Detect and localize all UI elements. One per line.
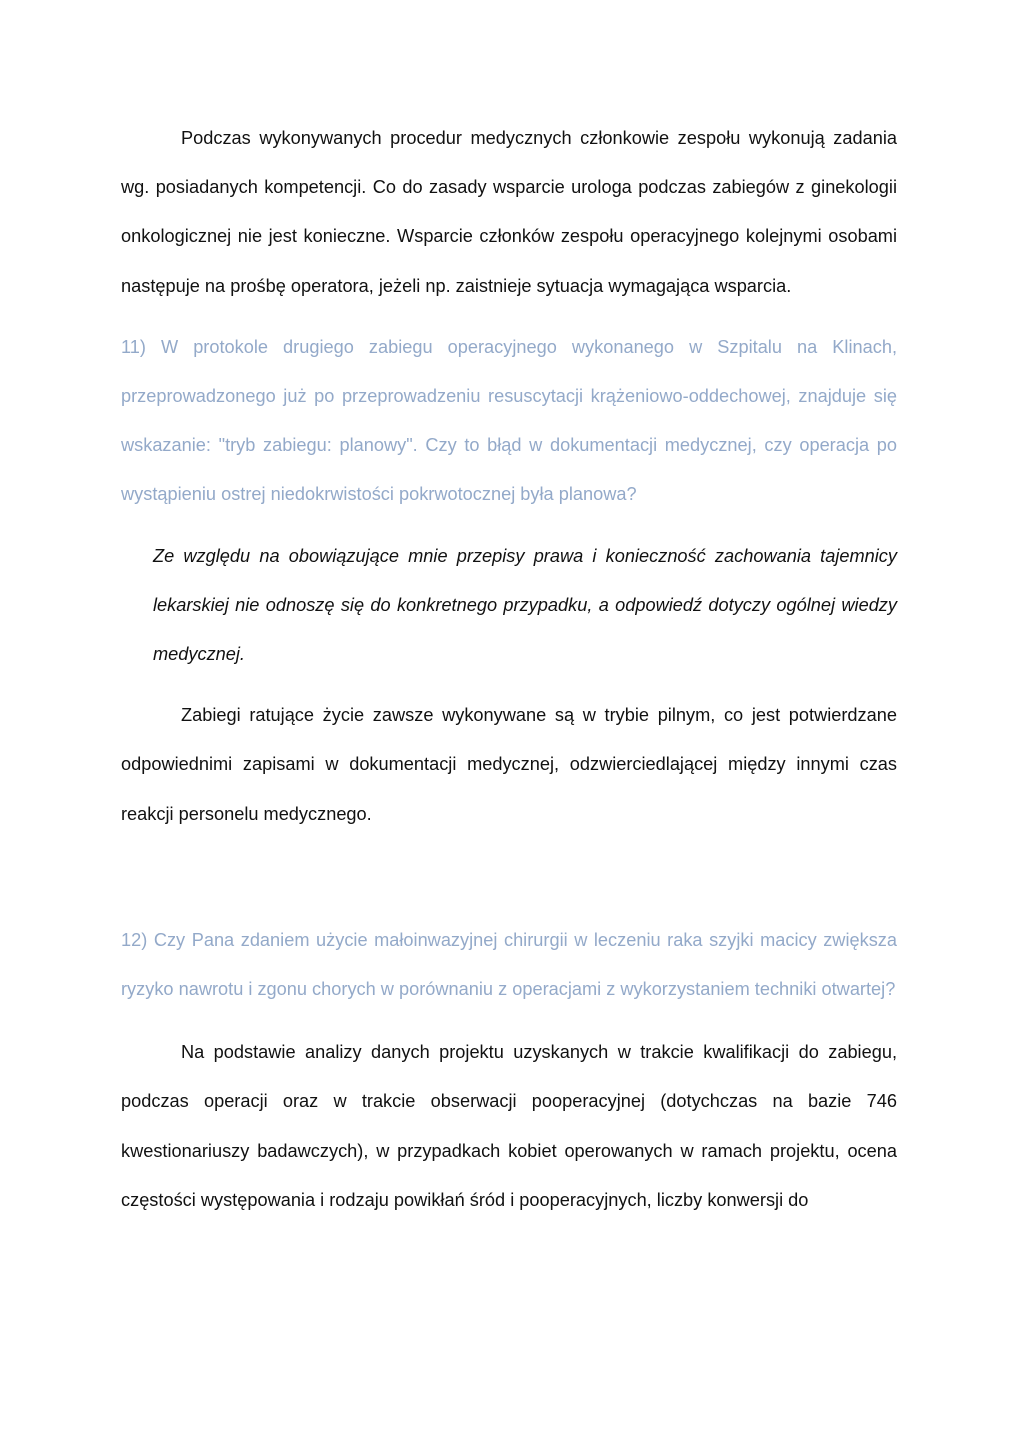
disclaimer-paragraph: Ze względu na obowiązujące mnie przepisy prawa i konieczność zachowania tajemnicy lekarskiej nie odnoszę się do konkretnego przypadku, a odpowiedź dotyczy ogólnej wiedzy medycznej. — [153, 545, 897, 665]
answer-12: Na podstawie analizy danych projektu uzyskanych w trakcie kwalifikacji do zabiegu, podczas operacji oraz w trakcie obserwacji pooperacyjnej (dotychczas na bazie 746 kwestionariuszy badawczych), w przypadkach kobiet operowanych w ramach projektu, ocena częstości występowania i rodzaju powikłań śród i pooperacyjnych, liczby konwersji do — [121, 1042, 897, 1210]
question-12: 12) Czy Pana zdaniem użycie małoinwazyjnej chirurgii w leczeniu raka szyjki macicy zwiększa ryzyko nawrotu i zgonu chorych w porównaniu z operacjami z wykorzystaniem techniki otwartej? — [121, 929, 897, 1000]
paragraph-team-competencies: Podczas wykonywanych procedur medycznych członkowie zespołu wykonują zadania wg. posiadanych kompetencji. Co do zasady wsparcie urologa podczas zabiegów z ginekologii onkologicznej nie jest konieczne. Wsparcie członków zespołu operacyjnego kolejnymi osobami następuje na prośbę operatora, jeżeli np. zaistnieje sytuacja wymagająca wsparcia. — [121, 128, 897, 296]
document-page — [121, 114, 897, 1225]
question-11: 11) W protokole drugiego zabiegu operacyjnego wykonanego w Szpitalu na Klinach, przeprowadzonego już po przeprowadzeniu resuscytacji krążeniowo-oddechowej, znajduje się wskazanie: "tryb zabiegu: planowy". Czy to błąd w dokumentacji medycznej, czy operacja po wystąpieniu ostrej niedokrwistości pokrwotocznej była planowa? — [121, 336, 897, 505]
answer-11: Zabiegi ratujące życie zawsze wykonywane są w trybie pilnym, co jest potwierdzane odpowiednimi zapisami w dokumentacji medycznej, odzwierciedlającej między innymi czas reakcji personelu medycznego. — [121, 705, 897, 824]
